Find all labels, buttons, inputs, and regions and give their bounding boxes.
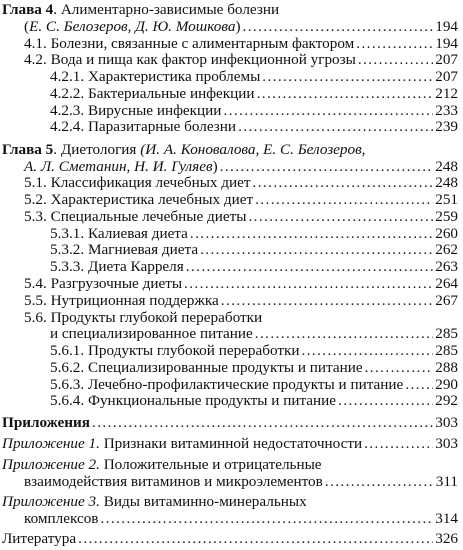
toc-entry-app-leader-dots [92,413,433,433]
toc-entry-app2b-leader-dots [325,472,434,492]
chapter-label: Глава 4 [2,1,54,18]
entry-text: 5.6.2. Специализированные продукты и питание [50,358,363,376]
section-label: Приложения [2,413,91,431]
entry-text: 5.3.1. Калиевая диета [50,224,188,242]
toc-entry-app2b[interactable] [0,472,458,492]
toc-entry-s422-page-number: 212 [435,84,458,102]
entry-text: Признаки витаминной недостаточности [99,435,363,453]
toc-entry-s54-page-number: 264 [435,275,458,292]
entry-text: 4.2. Вода и пища как фактор инфекционной угрозы [24,51,356,69]
toc-entry-app3b-page-number: 314 [435,509,458,527]
toc-entry-app3b-leader-dots [100,509,433,529]
toc-entry-s51-page-number: 248 [435,174,458,192]
close-paren: ) [212,157,218,175]
entry-text: Литература [2,530,77,548]
entry-text: . Алиментарно-зависимые болезни [53,1,280,18]
authors: А. Л. Сметанин, Н. И. Гуляев [24,157,213,175]
toc-entry-lit-leader-dots [78,529,433,549]
chapter-label: Глава 5 [2,140,54,158]
authors: (И. А. Коновалова, Е. С. Белозеров, [140,140,366,158]
toc-entry-s53-page-number: 259 [435,207,458,225]
toc-entry-s531-page-number: 260 [435,224,458,242]
toc-entry-app[interactable] [0,413,458,433]
entry-text: Положительные и отрицательные [99,455,322,473]
entry-text: 5.6.3. Лечебно-профилактические продукты и питание [50,375,404,393]
toc-entry-ch4-authors-page-number: 194 [435,17,458,35]
toc-entry-ch5-authors-page-number: 248 [435,157,458,175]
toc-entry-app2b-page-number: 311 [435,472,458,490]
toc-entry-lit-page-number: 326 [435,530,458,548]
open-paren: ( [24,17,30,35]
entry-text: 4.2.3. Вирусные инфекции [50,101,222,119]
toc-entry-s561-page-number: 285 [435,342,458,360]
toc-entry-app3b[interactable] [0,509,458,529]
toc-entry-app1-leader-dots [364,434,433,454]
toc-entry-app2b-title [24,472,323,492]
toc-entry-s424[interactable] [0,117,458,137]
toc-entry-s424-title [50,117,236,137]
entry-text: 4.2.2. Бактериальные инфекции [50,84,255,102]
toc-entry-app1-title [2,434,362,454]
toc-entry-s564[interactable] [0,391,458,411]
appendix-label: Приложение 1. [2,435,100,453]
entry-text: 5.6. Продукты глубокой переработки [24,308,263,326]
toc-entry-s423-page-number: 233 [435,101,458,119]
toc-entry-lit-title [2,529,76,549]
entry-text: 5.4. Разгрузочные диеты [24,275,183,292]
entry-text: 4.2.4. Паразитарные болезни [50,118,237,136]
entry-text: 5.3.2. Магниевая диета [50,241,199,259]
toc-entry-s564-page-number: 292 [435,392,458,410]
entry-text: 5.2. Характеристика лечебных диет [24,191,254,209]
toc-entry-app-page-number: 303 [435,413,458,431]
toc-entry-s532-page-number: 262 [435,241,458,259]
toc-entry-s421-page-number: 207 [435,68,458,86]
entry-text: 5.3.3. Диета Карреля [50,258,184,276]
toc-entry-s55-page-number: 267 [435,291,458,309]
entry-text: и специализированное питание [50,325,253,343]
toc-entry-s564-leader-dots [338,391,433,411]
toc-entry-app1[interactable] [0,434,458,454]
authors: Е. С. Белозеров, Д. Ю. Мошкова [29,17,236,35]
toc-entry-s424-page-number: 239 [435,118,458,136]
entry-text: Виды витаминно-минеральных [99,493,307,511]
entry-text: 5.6.1. Продукты глубокой переработки [50,342,300,360]
toc-entry-s533-page-number: 263 [435,258,458,276]
entry-text: 4.1. Болезни, связанные с алиментарным фактором [24,34,355,52]
toc-entry-s56b-page-number: 285 [435,325,458,343]
appendix-label: Приложение 3. [2,493,100,511]
entry-text: взаимодействия витаминов и микроэлементов [24,472,323,490]
toc-entry-s41-page-number: 194 [435,34,458,52]
entry-text: 4.2.1. Характеристика проблемы [50,68,261,86]
toc-entry-app1-page-number: 303 [435,435,458,453]
toc-entry-s563-page-number: 290 [435,375,458,393]
entry-text: комплексов [24,509,99,527]
toc-entry-app-title [2,413,90,433]
toc-entry-s424-leader-dots [238,117,433,137]
entry-text: 5.1. Классификация лечебных диет [24,174,251,192]
entry-text: . Диетология [53,140,141,158]
toc-entry-s52-page-number: 251 [435,191,458,209]
appendix-label: Приложение 2. [2,455,100,473]
entry-text: 5.6.4. Функциональные продукты и питание [50,392,337,410]
entry-text: 5.3. Специальные лечебные диеты [24,207,247,225]
close-paren: ) [235,17,241,35]
entry-text: 5.5. Нутриционная поддержка [24,291,219,309]
toc-entry-lit[interactable] [0,529,458,549]
toc-entry-s564-title [50,391,336,411]
toc-entry-app3b-title [24,509,98,529]
toc-entry-s562-page-number: 288 [435,358,458,376]
toc-entry-s42-page-number: 207 [435,51,458,69]
